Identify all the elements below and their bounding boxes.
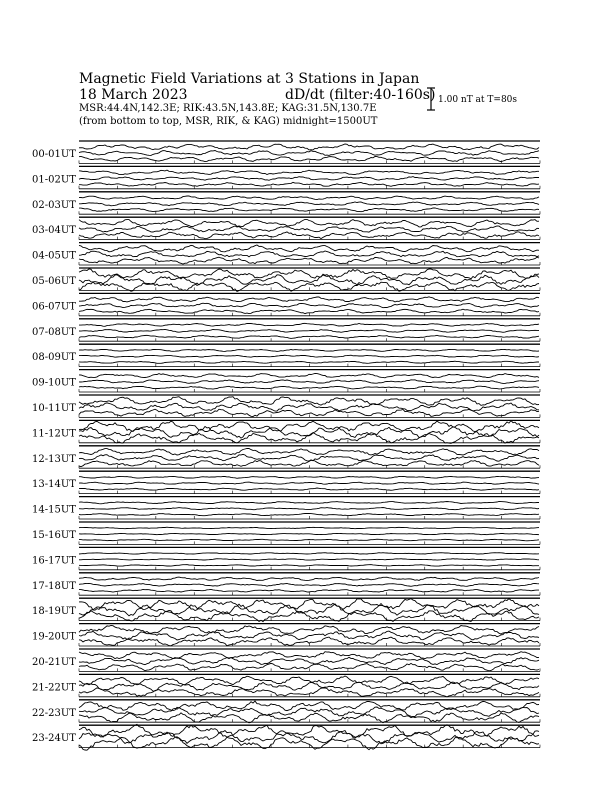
row-label: 20-21UT	[32, 657, 76, 668]
trace-kag	[79, 577, 539, 581]
trace-rik	[79, 559, 539, 560]
row-label: 07-08UT	[32, 326, 76, 338]
hour-row	[32, 192, 540, 214]
trace-kag	[79, 527, 539, 529]
row-label: 00-01UT	[32, 149, 76, 160]
row-label: 06-07UT	[32, 301, 76, 313]
trace-msr	[79, 663, 539, 670]
row-label: 19-20UT	[32, 631, 76, 643]
trace-msr	[79, 589, 539, 592]
hour-row	[32, 293, 540, 315]
trace-kag	[79, 701, 539, 711]
station-coords: MSR:44.4N,142.3E; RIK:43.5N,143.8E; KAG:31.5N,130.7E	[79, 103, 377, 114]
hour-row	[32, 141, 540, 163]
hour-row	[32, 217, 540, 239]
trace-msr	[79, 565, 539, 567]
trace-msr	[79, 208, 539, 212]
trace-msr	[79, 713, 539, 723]
trace-rik	[79, 508, 539, 510]
row-label: 13-14UT	[32, 479, 76, 491]
row-label: 05-06UT	[32, 276, 76, 287]
trace-rik	[79, 533, 539, 534]
hour-row	[32, 522, 540, 544]
trace-kag	[79, 421, 539, 432]
row-label: 12-13UT	[32, 453, 76, 465]
scale-bar-label: 1.00 nT at T=80s	[438, 95, 518, 105]
trace-rik	[79, 682, 539, 691]
hour-row	[32, 446, 540, 468]
trace-msr	[79, 539, 539, 541]
trace-msr	[79, 282, 539, 292]
hour-row	[32, 573, 540, 595]
trace-rik	[79, 707, 539, 717]
row-label: 09-10UT	[32, 377, 76, 389]
trace-rik	[79, 251, 539, 257]
trace-kag	[79, 599, 539, 611]
trace-msr	[79, 361, 539, 363]
trace-msr	[79, 182, 539, 186]
trace-kag	[79, 349, 539, 351]
trace-kag	[79, 219, 539, 227]
hour-row	[32, 547, 540, 569]
trace-kag	[79, 269, 539, 279]
trace-kag	[79, 652, 539, 659]
trace-kag	[79, 245, 539, 252]
trace-msr	[79, 386, 539, 389]
row-label: 16-17UT	[32, 555, 76, 567]
row-label: 14-15UT	[32, 504, 76, 516]
trace-msr	[79, 611, 539, 622]
hour-row	[32, 497, 540, 519]
trace-msr	[79, 156, 539, 161]
trace-kag	[79, 196, 539, 200]
trace-rik	[79, 355, 539, 357]
trace-msr	[79, 335, 539, 338]
row-label: 10-11UT	[32, 403, 76, 414]
trace-kag	[79, 626, 539, 635]
hour-row	[32, 700, 540, 723]
trace-order-note: (from bottom to top, MSR, RIK, & KAG) midnight=1500UT	[79, 116, 378, 127]
trace-msr	[79, 232, 539, 239]
trace-rik	[79, 454, 539, 461]
row-label: 02-03UT	[32, 199, 76, 211]
hour-row	[32, 674, 540, 697]
hour-row	[32, 344, 540, 366]
row-label: 01-02UT	[32, 174, 76, 186]
trace-rik	[79, 177, 539, 181]
trace-rik	[79, 202, 539, 206]
row-label: 15-16UT	[32, 530, 76, 541]
trace-rik	[79, 226, 539, 232]
trace-kag	[79, 170, 539, 175]
hour-row	[32, 724, 540, 750]
trace-rik	[79, 583, 539, 586]
hour-row	[32, 624, 540, 646]
trace-msr	[79, 433, 539, 444]
trace-rik	[79, 657, 539, 664]
chart-filter: dD/dt (filter:40-160s)	[285, 87, 436, 103]
hour-row	[32, 471, 540, 493]
trace-rik	[79, 151, 539, 156]
row-label: 18-19UT	[32, 606, 76, 618]
trace-kag	[79, 476, 539, 478]
chart-date: 18 March 2023	[79, 87, 188, 103]
row-label: 11-12UT	[32, 428, 76, 440]
trace-msr	[79, 257, 539, 264]
row-label: 23-24UT	[32, 733, 76, 745]
trace-msr	[79, 409, 539, 416]
hour-row	[32, 319, 540, 341]
hour-row	[32, 649, 540, 671]
hour-row	[32, 395, 540, 417]
trace-msr	[79, 737, 539, 751]
row-label: 03-04UT	[32, 225, 76, 237]
trace-kag	[79, 373, 539, 377]
trace-rik	[79, 303, 539, 308]
trace-kag	[79, 449, 539, 456]
trace-kag	[79, 553, 539, 554]
trace-msr	[79, 460, 539, 466]
trace-rik	[79, 329, 539, 332]
hour-row	[32, 268, 540, 291]
trace-rik	[79, 604, 539, 616]
hour-row	[32, 598, 540, 621]
trace-msr	[79, 488, 539, 490]
trace-msr	[79, 309, 539, 313]
scale-bar	[427, 88, 435, 110]
row-label: 04-05UT	[32, 250, 76, 262]
trace-kag	[79, 297, 539, 302]
trace-rik	[79, 482, 539, 484]
trace-msr	[79, 514, 539, 516]
hour-row	[32, 370, 540, 392]
hour-row	[32, 243, 540, 265]
row-label: 17-18UT	[32, 580, 76, 592]
trace-kag	[79, 323, 539, 326]
chart-title: Magnetic Field Variations at 3 Stations in Japan	[79, 71, 420, 87]
row-label: 21-22UT	[32, 682, 76, 694]
row-label: 08-09UT	[32, 352, 76, 364]
row-label: 22-23UT	[32, 707, 76, 719]
hour-row	[32, 420, 540, 443]
trace-kag	[79, 502, 539, 504]
hour-row	[32, 166, 540, 188]
trace-rik	[79, 380, 539, 384]
trace-kag	[79, 144, 539, 150]
